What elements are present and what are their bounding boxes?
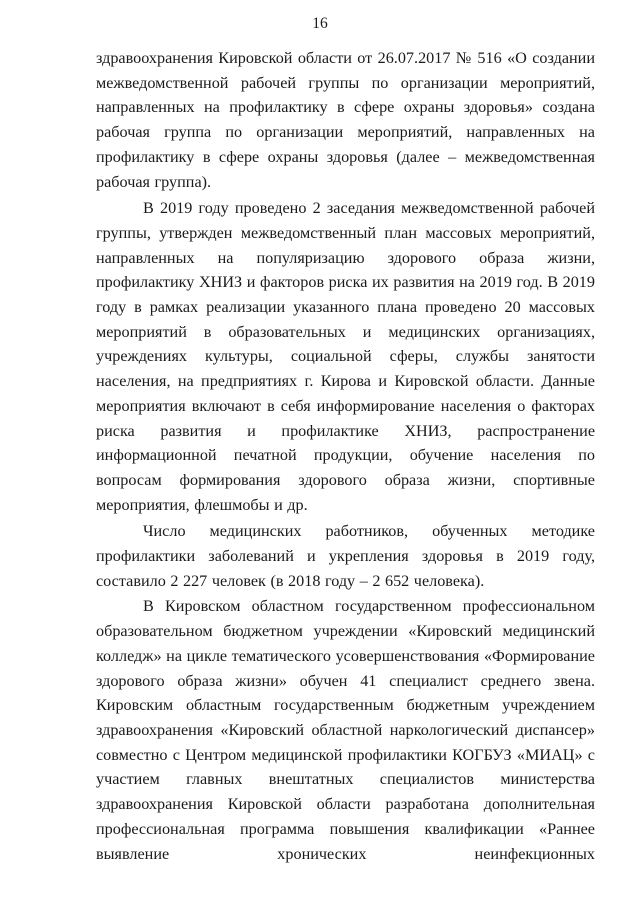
paragraph-meditsinskiy-kolledzh: В Кировском областном государственном профессиональном образовательном бюджетном учреждении «Кировский медицинский колледж» на цикле тематического усовершенствования «Формирование здорового образа жизни» обучен 41 специалист среднего звена. Кировским областным государственным бюджетным учреждением здравоохранения «Кировский областной наркологический диспансер» совместно с Центром медицинской профилактики КОГБУЗ «МИАЦ» с участием главных внештатных специалистов министерства здравоохранения Кировской области разработана дополнительная профессиональная программа повышения квалификации «Раннее выявление хронических неинфекционных (96, 597, 595, 863)
paragraph-rabochaya-gruppa: здравоохранения Кировской области от 26.07.2017 № 516 «О создании межведомственной рабочей группы по организации мероприятий, направленных на профилактику в сфере охраны здоровья» создана рабочая группа по организации мероприятий, направленных на профилактику в сфере охраны здоровья (далее – межведомственная рабочая группа). (96, 49, 595, 191)
page-number: 16 (312, 15, 328, 32)
paragraph-obuchennye-rabotniki: Число медицинских работников, обученных методике профилактики заболеваний и укрепления здоровья в 2019 году, составило 2 227 человек (в 2018 году – 2 652 человека). (96, 522, 595, 590)
paragraph-zasedaniya-2019: В 2019 году проведено 2 заседания межведомственной рабочей группы, утвержден межведомственный план массовых мероприятий, направленных на популяризацию здорового образа жизни, профилактику ХНИЗ и факторов риска их развития на 2019 год. В 2019 году в рамках реализации указанного плана проведено 20 массовых мероприятий в образовательных и медицинских организациях, учреждениях культуры, социальной сферы, службы занятости населения, на предприятиях г. Кирова и Кировской области. Данные мероприятия включают в себя информирование населения о факторах риска развития и профилактике ХНИЗ, распространение информационной печатной продукции, обучение населения по вопросам формирования здорового образа жизни, спортивные мероприятия, флешмобы и др. (96, 199, 595, 514)
body-text (96, 46, 595, 866)
